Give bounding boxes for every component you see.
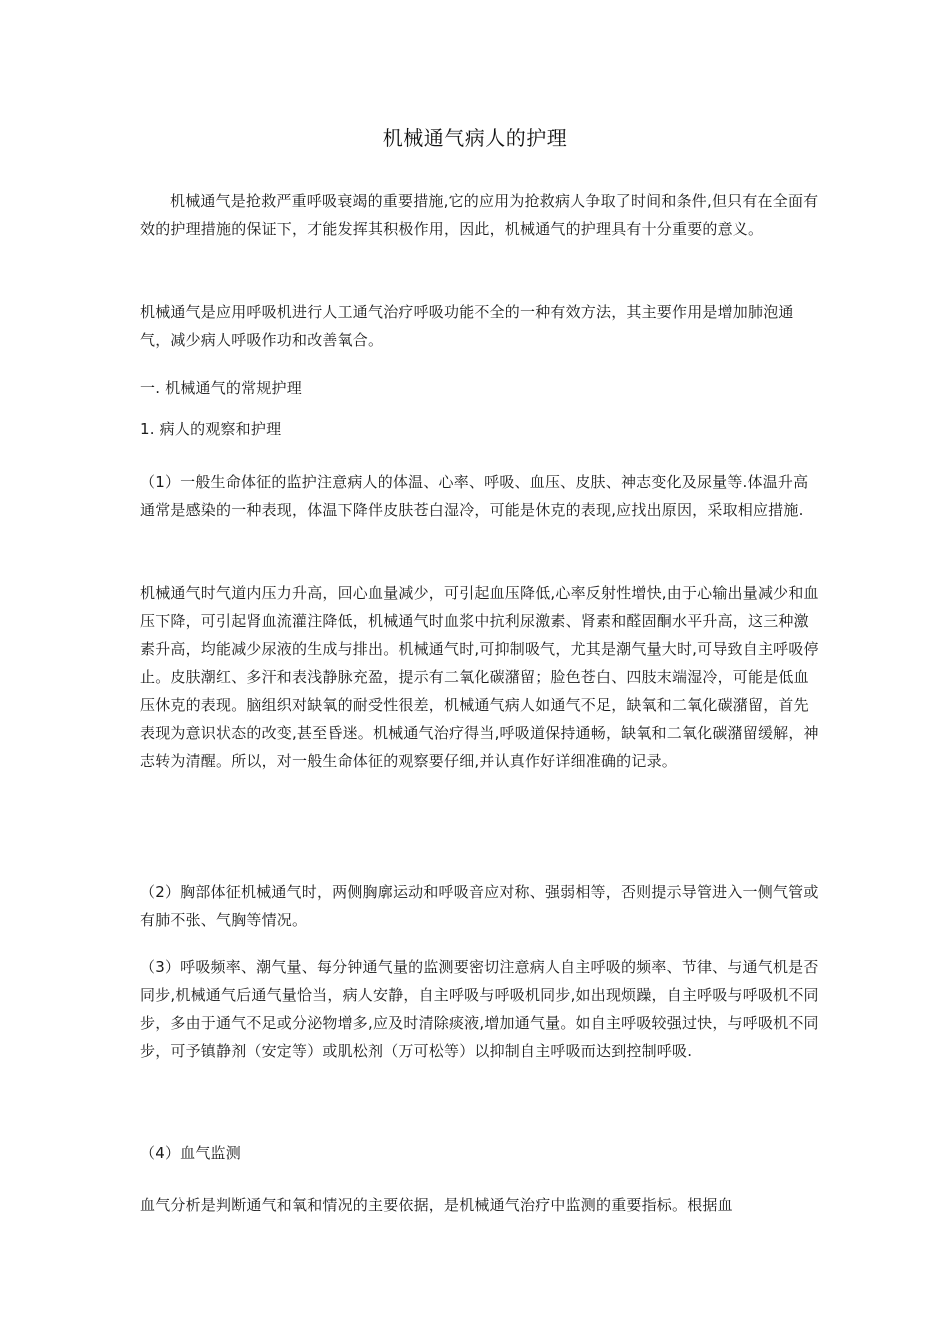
section-heading-routine-care: 一. 机械通气的常规护理: [140, 379, 302, 397]
subsection-heading-blood-gas: （4）血气监测: [140, 1144, 241, 1162]
paragraph-definition: 机械通气是应用呼吸机进行人工通气治疗呼吸功能不全的一种有效方法，其主要作用是增加肺泡通气，减少病人呼吸作功和改善氧合。: [140, 303, 794, 349]
paragraph-blood-gas: 血气分析是判断通气和氧和情况的主要依据，是机械通气治疗中监测的重要指标。根据血: [140, 1196, 733, 1214]
paragraph-ventilation-effects: 机械通气时气道内压力升高，回心血量减少，可引起血压降低,心率反射性增快,由于心输出量减少和血压下降，可引起肾血流灌注降低，机械通气时血浆中抗利尿激素、肾素和醛固酮水平升高，这三种激素升高，均能减少尿液的生成与排出。机械通气时,可抑制吸气，尤其是潮气量大时,可导致自主呼吸停止。皮肤潮红、多汗和表浅静脉充盈，提示有二氧化碳潴留；脸色苍白、四肢末端湿冷，可能是低血压休克的表现。脑组织对缺氧的耐受性很差，机械通气病人如通气不足，缺氧和二氧化碳潴留，首先表现为意识状态的改变,甚至昏迷。机械通气治疗得当,呼吸道保持通畅，缺氧和二氧化碳潴留缓解，神志转为清醒。所以，对一般生命体征的观察要仔细,并认真作好详细准确的记录。: [140, 584, 819, 770]
paragraph-respiratory-monitoring: （3）呼吸频率、潮气量、每分钟通气量的监测要密切注意病人自主呼吸的频率、节律、与通气机是否同步,机械通气后通气量恰当，病人安静，自主呼吸与呼吸机同步,如出现烦躁，自主呼吸与呼吸机不同步，多由于通气不足或分泌物增多,应及时清除痰液,增加通气量。如自主呼吸较强过快，与呼吸机不同步，可予镇静剂（安定等）或肌松剂（万可松等）以抑制自主呼吸而达到控制呼吸.: [140, 958, 819, 1060]
subsection-heading-observation: 1. 病人的观察和护理: [140, 420, 282, 438]
paragraph-intro: 机械通气是抢救严重呼吸衰竭的重要措施,它的应用为抢救病人争取了时间和条件,但只有在全面有效的护理措施的保证下，才能发挥其积极作用，因此，机械通气的护理具有十分重要的意义。: [140, 192, 819, 238]
document-title: 机械通气病人的护理: [382, 126, 568, 150]
paragraph-vital-signs: （1）一般生命体征的监护注意病人的体温、心率、呼吸、血压、皮肤、神志变化及尿量等.体温升高通常是感染的一种表现，体温下降伴皮肤苍白湿冷，可能是休克的表现,应找出原因，采取相应措施.: [140, 473, 809, 519]
paragraph-chest-signs: （2）胸部体征机械通气时，两侧胸廓运动和呼吸音应对称、强弱相等，否则提示导管进入一侧气管或有肺不张、气胸等情况。: [140, 883, 819, 929]
